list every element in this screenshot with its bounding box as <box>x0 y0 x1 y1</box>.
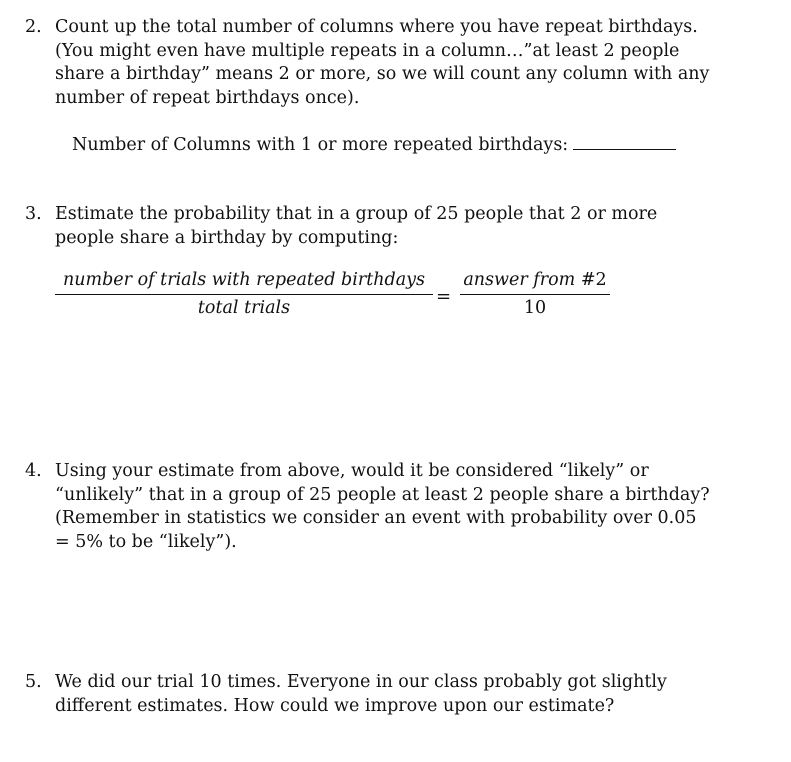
question-text: Count up the total number of columns where you have repeat birthdays. (You might even have multiple repeats in a column…”at least 2 people share a birthday” means 2 or more, so we will count any column with any number of repeat birthdays once). <box>55 17 710 108</box>
left-denominator: total trials <box>197 298 291 318</box>
question-2 <box>25 16 725 110</box>
question-text: Estimate the probability that in a group of 25 people that 2 or more people share a birthday by computing: <box>55 204 658 248</box>
question-5 <box>25 671 725 718</box>
right-numerator <box>460 270 610 295</box>
question-3 <box>25 203 725 250</box>
fill-in-row <box>72 134 676 158</box>
right-numerator-ref: #2 <box>580 270 607 290</box>
question-number: 5. <box>25 672 42 692</box>
question-text: Using your estimate from above, would it be considered “likely” or “unlikely” that in a group of 25 people at least 2 people share a birthday? (Remember in statistics we consider an event with probability over 0.05 = 5% to be “likely”). <box>55 461 710 552</box>
question-number: 2. <box>25 17 42 37</box>
question-number: 3. <box>25 204 42 224</box>
left-numerator: number of trials with repeated birthdays <box>55 270 433 295</box>
right-numerator-text: answer from <box>463 270 581 290</box>
left-fraction <box>55 270 433 318</box>
right-denominator: 10 <box>523 298 547 318</box>
right-fraction <box>460 270 610 318</box>
fill-in-label: Number of Columns with 1 or more repeated birthdays: <box>72 135 569 155</box>
question-4 <box>25 460 725 554</box>
question-text: We did our trial 10 times. Everyone in our class probably got slightly different estimates. How could we improve upon our estimate? <box>55 672 667 716</box>
equals-sign: = <box>436 286 452 307</box>
question-number: 4. <box>25 461 42 481</box>
answer-blank-line[interactable] <box>573 148 676 150</box>
